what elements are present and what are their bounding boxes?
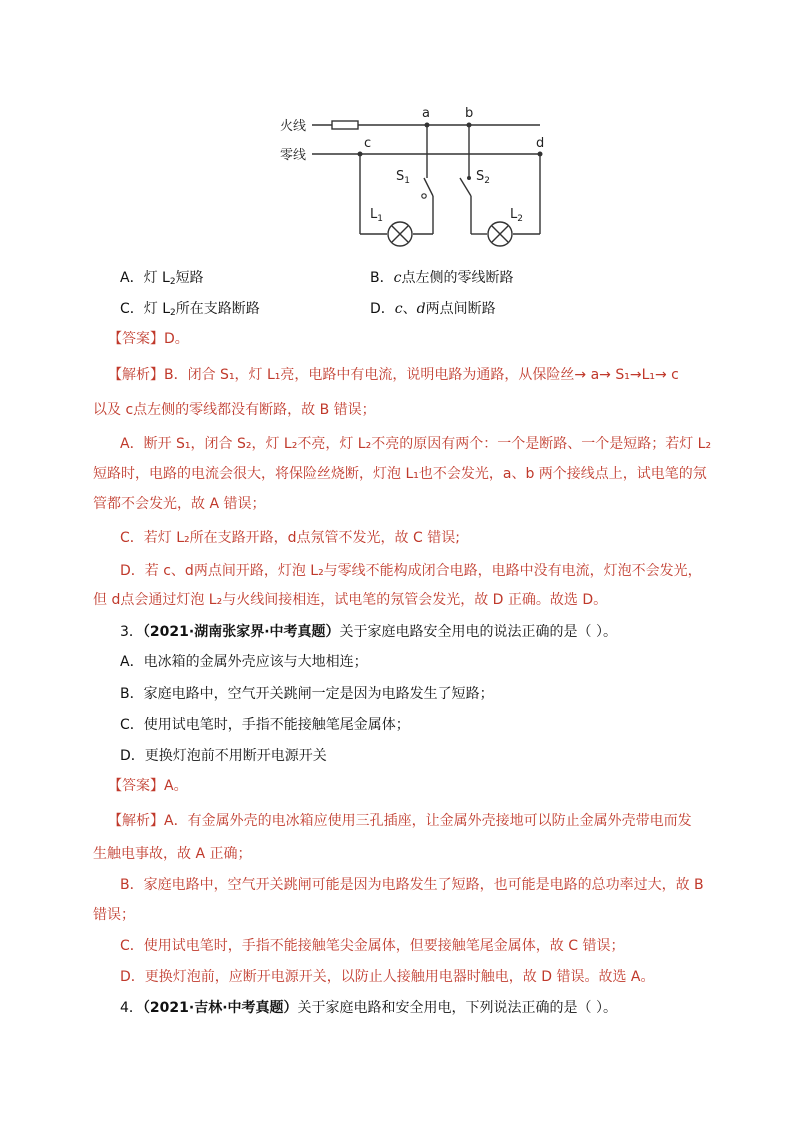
option-b: B．c点左侧的零线断路 [370, 270, 514, 286]
question-3-option-d: D．更换灯泡前不用断开电源开关 [120, 748, 327, 764]
question-3-option-a: A．电冰箱的金属外壳应该与大地相连； [120, 654, 368, 670]
analysis-line: 错误； [93, 907, 135, 923]
point-d-label: d [536, 136, 545, 151]
option-d: D．c、d两点间断路 [370, 301, 496, 317]
fuse-icon [332, 121, 358, 129]
analysis-line: D．若 c、d两点间开路，灯泡 L₂与零线不能构成闭合电路，电路中没有电流，灯泡不会发光， [120, 563, 702, 579]
point-a-label: a [422, 106, 430, 121]
analysis-line: C．若灯 L₂所在支路开路，d点氖管不发光，故 C 错误; [120, 530, 460, 546]
answer-q3: 【答案】A。 [108, 778, 188, 794]
analysis-line: A．断开 S₁，闭合 S₂，灯 L₂不亮，灯 L₂不亮的原因有两个：一个是断路、一个是短路；若灯 L₂ [120, 436, 712, 452]
switch-s1-label: $S_1$ [396, 169, 410, 186]
point-c-label: c [364, 136, 372, 151]
analysis-line: 生触电事故，故 A 正确； [93, 846, 252, 862]
analysis-line: 管都不会发光，故 A 错误； [93, 496, 266, 512]
option-c: C．灯 $L_2$所在支路断路 [120, 301, 260, 318]
analysis-line: D．更换灯泡前，应断开电源开关，以防止人接触用电器时触电，故 D 错误。故选 A。 [120, 969, 655, 985]
analysis-line: 短路时，电路的电流会很大，将保险丝烧断，灯泡 L₁也不会发光，a、b 两个接线点上，试电笔的氖 [93, 466, 707, 482]
answer-q2: 【答案】D。 [108, 331, 189, 347]
point-b-label: b [465, 106, 474, 121]
option-a: A．灯 $L_2$短路 [120, 270, 204, 287]
switch-s2-label: $S_2$ [476, 169, 490, 186]
analysis-line: 以及 c点左侧的零线都没有断路，故 B 错误； [93, 402, 376, 418]
analysis-line: 【解析】B．闭合 S₁，灯 L₁亮，电路中有电流，说明电路为通路，从保险丝→ a→ S₁→L₁→ c [108, 367, 679, 383]
question-3-option-c: C．使用试电笔时，手指不能接触笔尾金属体； [120, 717, 410, 733]
analysis-line: 但 d点会通过灯泡 L₂与火线间接相连，试电笔的氖管会发光，故 D 正确。故选 D。 [93, 592, 608, 608]
lamp-l2-label: $L_2$ [510, 207, 523, 224]
analysis-line: 【解析】A．有金属外壳的电冰箱应使用三孔插座，让金属外壳接地可以防止金属外壳带电而发 [108, 813, 692, 829]
question-3-option-b: B．家庭电路中，空气开关跳闸一定是因为电路发生了短路； [120, 686, 494, 702]
question-3-stem: 3．（2021·湖南张家界·中考真题）关于家庭电路安全用电的说法正确的是（ ）。 [120, 624, 617, 640]
circuit-diagram [270, 100, 560, 260]
live-wire-label: 火线 [280, 119, 307, 134]
analysis-line: C．使用试电笔时，手指不能接触笔尖金属体，但要接触笔尾金属体，故 C 错误； [120, 938, 625, 954]
question-4-stem: 4．（2021·吉林·中考真题）关于家庭电路和安全用电，下列说法正确的是（ ）。 [120, 1000, 617, 1016]
analysis-line: B．家庭电路中，空气开关跳闸可能是因为电路发生了短路，也可能是电路的总功率过大，故 B [120, 877, 704, 893]
neutral-wire-label: 零线 [280, 148, 307, 163]
lamp-l1-label: $L_1$ [370, 207, 383, 224]
